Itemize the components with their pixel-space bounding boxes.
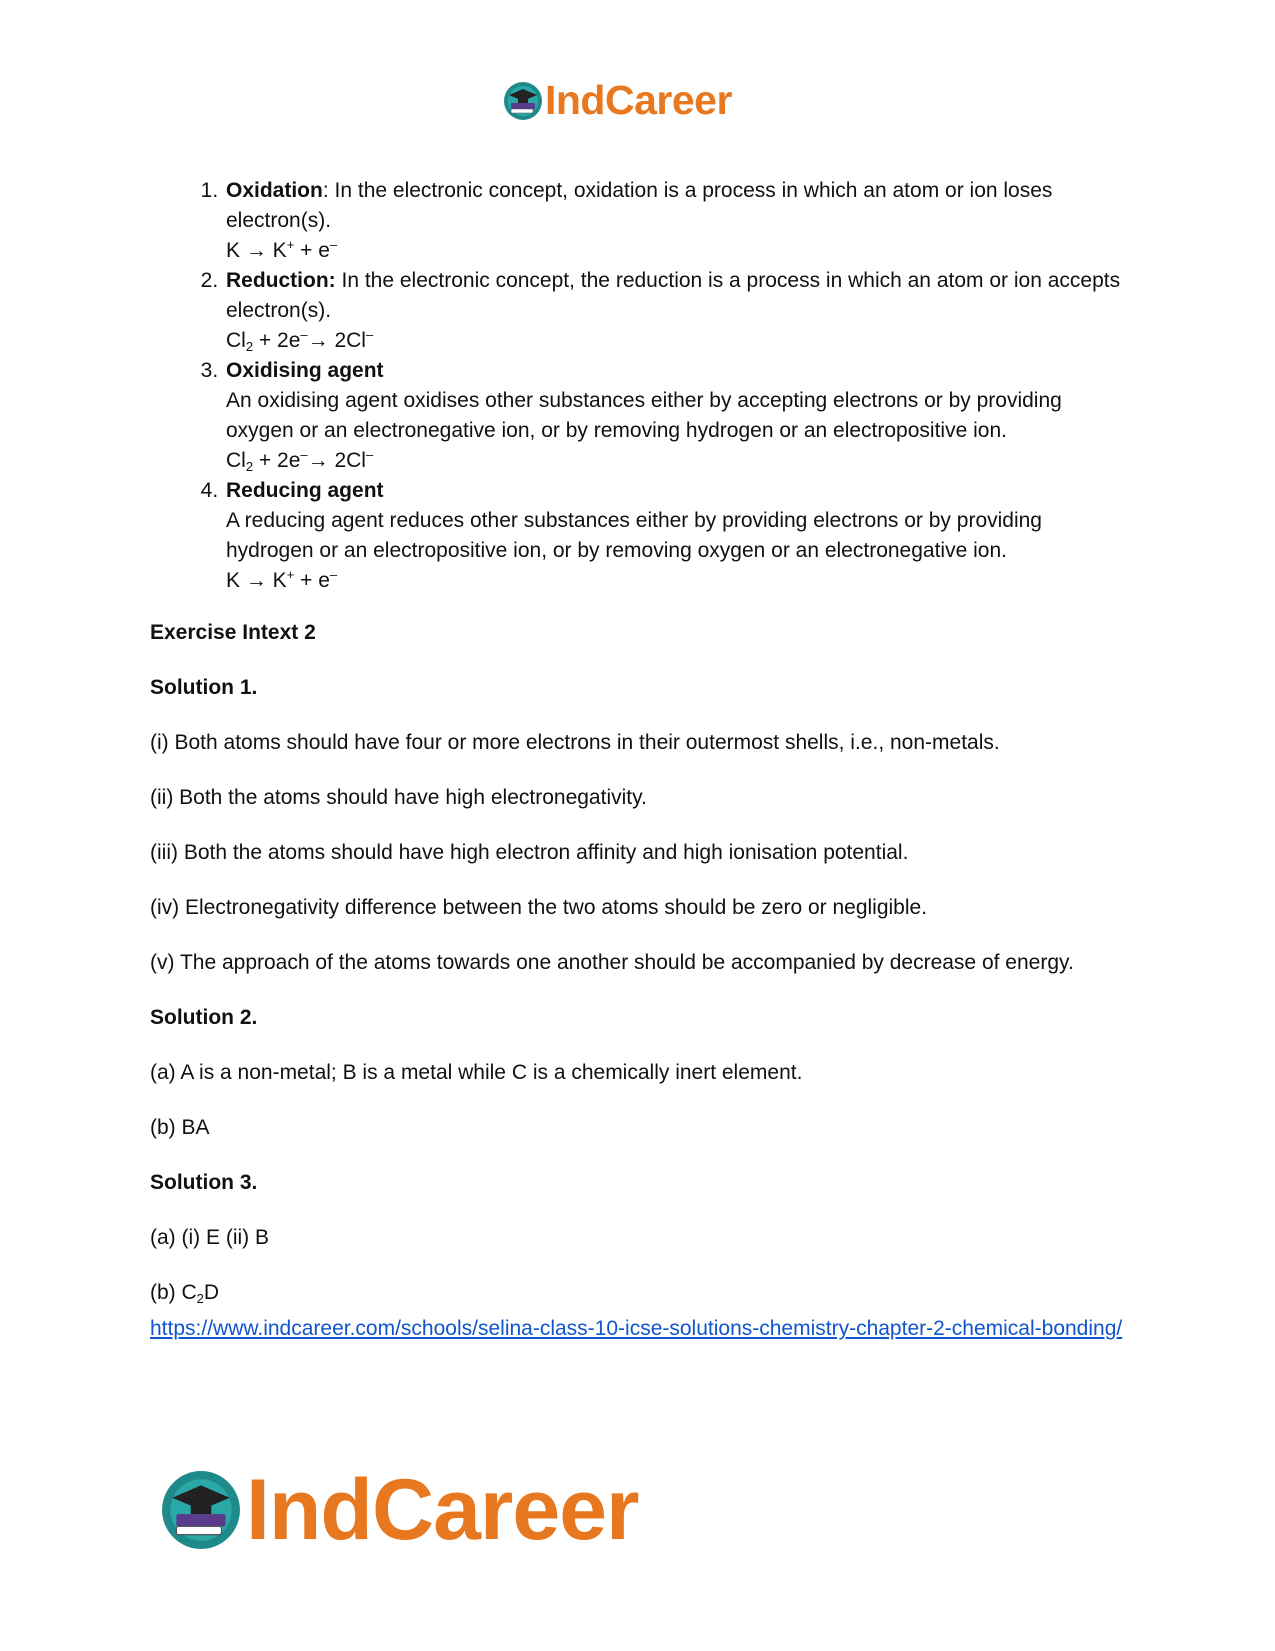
definition-text: In the electronic concept, the reduction is a process in which an atom or ion accepts electron(s). [226,269,1121,322]
graduation-book-icon [160,1469,242,1551]
equation: K → K+ + e– [226,567,338,592]
solution-1-heading: Solution 1. [150,676,258,699]
brand-logo-top [503,77,732,123]
solution-3-item: (b) $C_2D$ [150,1281,220,1306]
brand-logo-bottom [160,1462,639,1558]
term-oxidising-agent: Oxidising agent [226,359,384,382]
term-reducing-agent: Reducing agent [226,479,384,502]
solution-1-item: (iii) Both the atoms should have high electron affinity and high ionisation potential. [150,841,909,864]
definition-text: An oxidising agent oxidises other substances either by accepting electrons or by providing oxygen or an electronegative ion, or by removing hydrogen or an electropositive ion. [226,389,1062,442]
equation: $Cl_2 + 2e^-\to 2Cl^-$ [226,327,374,354]
solution-1-item: (i) Both atoms should have four or more electrons in their outermost shells, i.e., non-metals. [150,731,1000,754]
term-oxidation: Oxidation [226,179,323,202]
list-item [224,356,1130,476]
solution-1-item: (v) The approach of the atoms towards one another should be accompanied by decrease of energy. [150,951,1074,974]
equation: K → K+ + e– [226,237,338,262]
brand-wordmark: IndCareer [246,1462,639,1558]
equation: $Cl_2 + 2e^-\to 2Cl^-$ [226,447,374,474]
brand-wordmark: IndCareer [545,77,732,123]
solution-1-item: (ii) Both the atoms should have high electronegativity. [150,786,647,809]
document-body [150,176,1130,1347]
solution-2-item: (b) BA [150,1116,210,1139]
source-link[interactable]: https://www.indcareer.com/schools/selina-class-10-icse-solutions-chemistry-chapter-2-chemical-bonding/ [150,1317,1123,1340]
list-item [224,266,1130,356]
definition-text: In the electronic concept, oxidation is a process in which an atom or ion loses electron(s). [226,179,1053,232]
exercise-heading: Exercise Intext 2 [150,621,316,644]
solution-1-item: (iv) Electronegativity difference between the two atoms should be zero or negligible. [150,896,928,919]
list-item: 1. Oxidation: In the electronic concept, oxidation is a process in which an atom or ion loses electron(s). K → K+ + e– [224,176,1130,266]
graduation-book-icon [503,81,543,121]
solution-3-heading: Solution 3. [150,1171,258,1194]
solution-2-item: (a) A is a non-metal; B is a metal while C is a chemically inert element. [150,1061,803,1084]
definitions-list [150,176,1130,596]
solution-3-item: (a) (i) E (ii) B [150,1226,269,1249]
solution-2-heading: Solution 2. [150,1006,258,1029]
list-item [224,476,1130,596]
term-reduction: Reduction: [226,269,336,292]
definition-text: A reducing agent reduces other substances either by providing electrons or by providing hydrogen or an electropositive ion, or by removing oxygen or an electronegative ion. [226,509,1042,562]
